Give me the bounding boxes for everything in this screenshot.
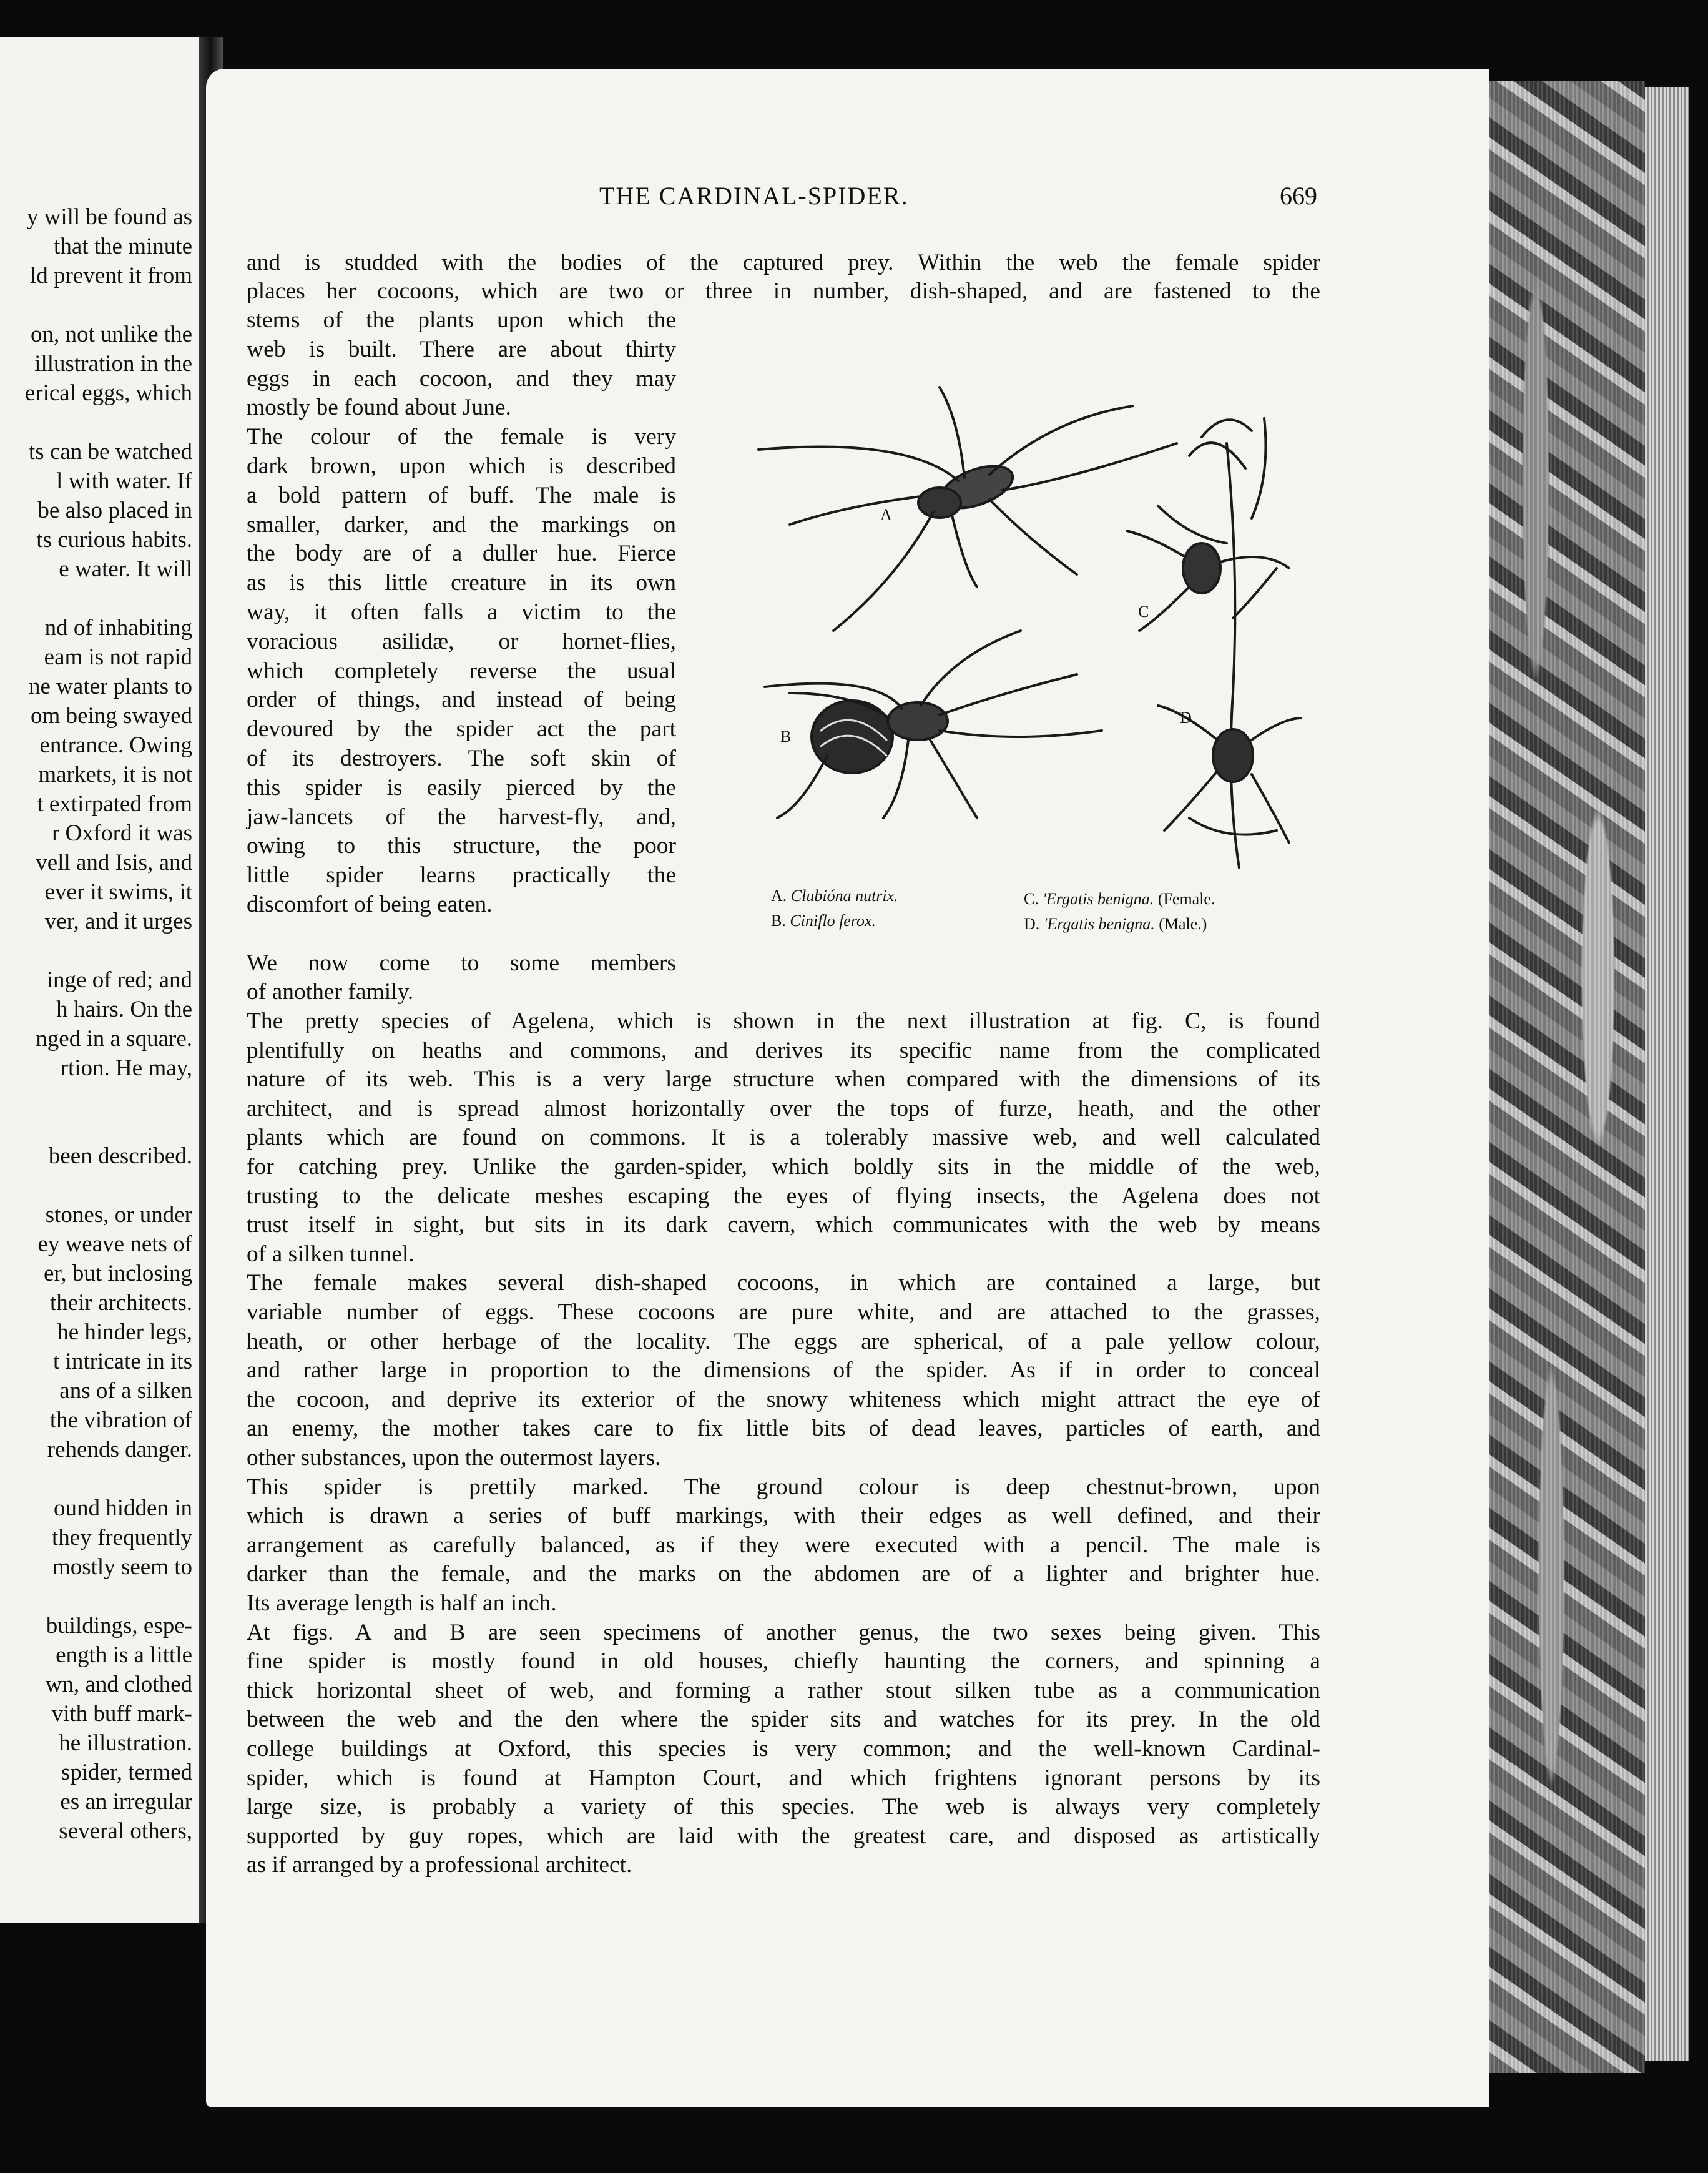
body-line: college buildings at Oxford, this species is very common; and the well-known Cardinal-: [247, 1736, 1320, 1762]
left-page-line: h hairs. On the: [56, 997, 192, 1022]
body-line: and is studded with the bodies of the captured prey. Within the web the female spider: [247, 250, 1320, 275]
spider-b-drawing: [765, 631, 1102, 818]
left-page-line: eam is not rapid: [44, 644, 192, 670]
body-line: plentifully on heaths and commons, and derives its specific name from the complicated: [247, 1037, 1320, 1063]
left-page-line: nged in a square.: [36, 1026, 192, 1052]
figure-label-b: B: [780, 727, 792, 746]
body-line: the cocoon, and deprive its exterior of the snowy whiteness which might attract the eye of: [247, 1386, 1320, 1412]
body-line: an enemy, the mother takes care to fix little bits of dead leaves, particles of earth, and: [247, 1416, 1320, 1442]
body-line: dark brown, upon which is described: [247, 453, 676, 479]
body-line: spider, which is found at Hampton Court, and which frightens ignorant persons by its: [247, 1765, 1320, 1791]
body-line: trust itself in sight, but sits in its dark cavern, which communicates with the web by means: [247, 1212, 1320, 1238]
body-line: order of things, and instead of being: [247, 687, 676, 713]
figure-label-d: D: [1180, 709, 1192, 727]
left-page-fragment: [0, 37, 199, 1923]
left-page-line: entrance. Owing: [39, 732, 192, 758]
body-line: way, it often falls a victim to the: [247, 599, 676, 625]
figure-label-c: C: [1138, 603, 1149, 621]
body-line: Its average length is half an inch.: [247, 1590, 557, 1616]
left-page-line: ts can be watched: [29, 439, 192, 465]
body-line: At figs. A and B are seen specimens of another genus, the two sexes being given. This: [247, 1619, 1320, 1645]
spider-a-drawing: [758, 387, 1177, 631]
caption-a: A. Clubióna nutrix.: [771, 887, 898, 905]
left-page-line: ne water plants to: [29, 674, 192, 699]
body-line: of a silken tunnel.: [247, 1241, 415, 1267]
body-line: heath, or other herbage of the locality. The eggs are spherical, of a pale yellow colour,: [247, 1328, 1320, 1354]
left-page-line: on, not unlike the: [31, 322, 192, 347]
left-page-line: ever it swims, it: [44, 879, 192, 905]
body-line: fine spider is mostly found in old houses, chiefly haunting the corners, and spinning a: [247, 1648, 1320, 1675]
body-line: of its destroyers. The soft skin of: [247, 746, 676, 771]
left-page-line: ver, and it urges: [44, 909, 192, 934]
left-page-line: mostly seem to: [52, 1554, 192, 1580]
left-page-line: spider, termed: [61, 1760, 192, 1785]
left-page-line: ength is a little: [56, 1642, 192, 1668]
left-page-line: been described.: [48, 1143, 192, 1169]
body-line: eggs in each cocoon, and they may: [247, 365, 676, 392]
body-line: places her cocoons, which are two or three in number, dish-shaped, and are fastened to the: [247, 278, 1320, 304]
body-line: jaw-lancets of the harvest-fly, and,: [247, 804, 676, 830]
left-page-line: the vibration of: [49, 1407, 192, 1433]
left-page-line: stones, or under: [45, 1202, 192, 1228]
body-line: devoured by the spider act the part: [247, 716, 676, 742]
body-line: plants which are found on commons. It is a tolerably massive web, and well calculated: [247, 1125, 1320, 1151]
left-page-line: wn, and clothed: [45, 1672, 192, 1697]
marbled-page-edge: [1489, 81, 1645, 2073]
body-line: The colour of the female is very: [247, 424, 676, 450]
left-page-line: several others,: [59, 1818, 192, 1844]
body-line: stems of the plants upon which the: [247, 307, 676, 333]
left-page-line: they frequently: [52, 1525, 192, 1550]
left-page-line: inge of red; and: [46, 967, 192, 993]
spider-c-d-drawing: [1127, 418, 1302, 868]
body-line: voracious asilidæ, or hornet-flies,: [247, 628, 676, 654]
body-line: of another family.: [247, 979, 414, 1005]
left-page-line: that the minute: [54, 234, 192, 259]
left-page-line: illustration in the: [34, 351, 192, 377]
running-header: THE CARDINAL-SPIDER.: [599, 182, 909, 210]
left-page-line: rehends danger.: [47, 1437, 192, 1462]
body-line: which is drawn a series of buff markings, with their edges as well defined, and their: [247, 1503, 1320, 1529]
left-page-line: l with water. If: [56, 468, 192, 494]
body-line: which completely reverse the usual: [247, 658, 676, 684]
body-line: for catching prey. Unlike the garden-spider, which boldly sits in the middle of the web,: [247, 1154, 1320, 1180]
body-line: smaller, darker, and the markings on: [247, 511, 676, 538]
left-page-line: r Oxford it was: [51, 820, 192, 846]
body-line: discomfort of being eaten.: [247, 892, 493, 917]
body-line: web is built. There are about thirty: [247, 336, 676, 362]
spider-drawing: [752, 381, 1302, 880]
left-page-line: be also placed in: [37, 498, 192, 523]
figure-label-a: A: [880, 506, 892, 524]
page-edge-strip: [1645, 87, 1689, 2061]
body-line: The female makes several dish-shaped cocoons, in which are contained a large, but: [247, 1270, 1320, 1296]
left-page-line: t extirpated from: [37, 791, 192, 817]
left-page-line: es an irregular: [60, 1789, 192, 1815]
body-line: supported by guy ropes, which are laid with the greatest care, and disposed as artistically: [247, 1823, 1320, 1849]
body-line: this spider is easily pierced by the: [247, 774, 676, 801]
body-line: between the web and the den where the spider sits and watches for its prey. In the old: [247, 1707, 1320, 1733]
left-page-line: vell and Isis, and: [36, 850, 192, 875]
left-page-line: er, but inclosing: [44, 1261, 192, 1286]
body-line: thick horizontal sheet of web, and forming a rather stout silken tube as a communication: [247, 1677, 1320, 1703]
body-line: architect, and is spread almost horizontally over the tops of furze, heath, and the other: [247, 1095, 1320, 1121]
body-line: This spider is prettily marked. The ground colour is deep chestnut-brown, upon: [247, 1474, 1320, 1500]
left-page-line: y will be found as: [26, 204, 192, 230]
caption-b: B. Ciniflo ferox.: [771, 912, 876, 930]
body-line: other substances, upon the outermost layers.: [247, 1445, 661, 1471]
body-line: large size, is probably a variety of this species. The web is always very completely: [247, 1794, 1320, 1820]
left-page-line: he illustration.: [59, 1730, 192, 1756]
body-line: We now come to some members: [247, 950, 676, 976]
left-page-line: their architects.: [49, 1290, 192, 1316]
body-line: a bold pattern of buff. The male is: [247, 482, 676, 508]
body-line: the body are of a duller hue. Fierce: [247, 541, 676, 567]
left-page-line: markets, it is not: [38, 762, 192, 787]
left-page-line: buildings, espe-: [46, 1613, 192, 1638]
left-page-line: e water. It will: [59, 556, 192, 582]
body-line: nature of its web. This is a very large structure when compared with the dimensions of its: [247, 1067, 1320, 1093]
left-page-line: vith buff mark-: [51, 1701, 192, 1727]
left-page-line: ts curious habits.: [36, 527, 192, 553]
body-line: and rather large in proportion to the dimensions of the spider. As if in order to conceal: [247, 1358, 1320, 1384]
caption-d: D. 'Ergatis benigna. (Male.): [1024, 915, 1207, 933]
body-line: as if arranged by a professional architect.: [247, 1852, 632, 1878]
body-line: darker than the female, and the marks on the abdomen are of a lighter and brighter hue.: [247, 1561, 1320, 1587]
page-number: 669: [1280, 182, 1317, 210]
left-page-line: rtion. He may,: [60, 1055, 192, 1081]
left-page-line: om being swayed: [31, 703, 192, 729]
left-page-line: ld prevent it from: [30, 263, 192, 288]
left-page-line: t intricate in its: [53, 1349, 192, 1374]
left-page-line: he hinder legs,: [57, 1319, 192, 1345]
left-page-line: ey weave nets of: [37, 1231, 192, 1257]
body-line: The pretty species of Agelena, which is shown in the next illustration at fig. C, is found: [247, 1008, 1320, 1034]
spider-illustration: [752, 381, 1302, 880]
left-page-line: ans of a silken: [59, 1378, 192, 1404]
left-page-line: nd of inhabiting: [44, 615, 192, 641]
body-line: trusting to the delicate meshes escaping the eyes of flying insects, the Agelena does not: [247, 1183, 1320, 1209]
body-line: arrangement as carefully balanced, as if they were executed with a pencil. The male is: [247, 1532, 1320, 1558]
caption-c: C. 'Ergatis benigna. (Female.: [1024, 890, 1215, 908]
body-line: as is this little creature in its own: [247, 570, 676, 596]
body-line: mostly be found about June.: [247, 395, 511, 421]
left-page-line: ound hidden in: [54, 1495, 192, 1521]
body-line: little spider learns practically the: [247, 862, 676, 889]
body-line: variable number of eggs. These cocoons are pure white, and are attached to the grasses,: [247, 1299, 1320, 1325]
left-page-line: erical eggs, which: [24, 380, 192, 406]
body-line: owing to this structure, the poor: [247, 833, 676, 859]
